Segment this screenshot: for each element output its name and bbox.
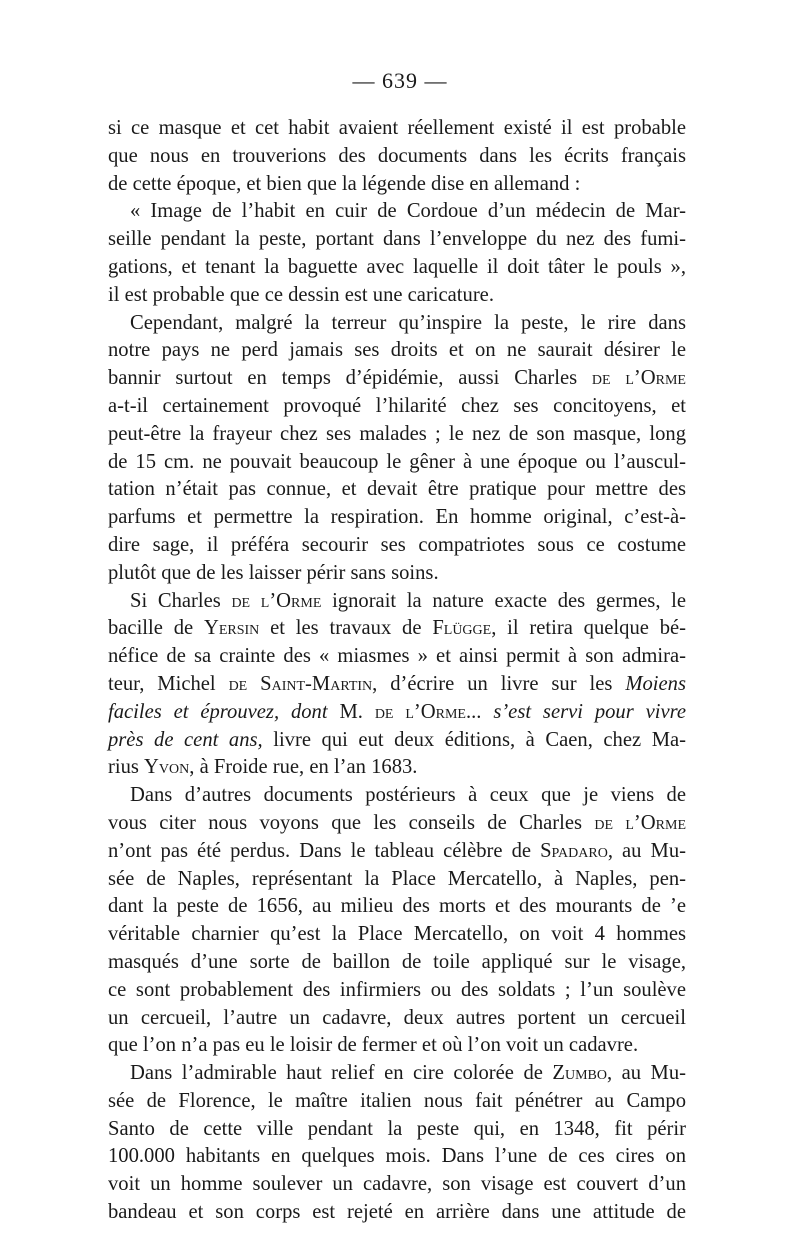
proper-name: de l’Orme (591, 367, 686, 390)
text-run: parfums et permettre la respiration. En homme original, c’est-à- (108, 506, 686, 529)
text-run: bacille de (108, 617, 204, 640)
text-line (108, 1005, 686, 1033)
text-run: M. (327, 700, 375, 723)
text-run: Santo de cette ville pendant la peste qui, en 1348, fit périr (108, 1117, 686, 1140)
text-run: vous citer nous voyons que les conseils de Charles (108, 811, 595, 834)
text-line (108, 393, 686, 421)
proper-name: Yvon (144, 756, 190, 779)
text-line (108, 866, 686, 894)
text-line (108, 893, 686, 921)
text-line (108, 1116, 686, 1144)
text-run: Si Charles (130, 589, 232, 612)
text-run: tation n’était pas connue, et devait être pratique pour mettre des (108, 478, 686, 501)
text-run: voit un homme soulever un cadavre, son visage est couvert d’un (108, 1173, 686, 1196)
text-run: sée de Naples, représentant la Place Mercatello, à Naples, pen- (108, 867, 686, 890)
text-line (108, 282, 686, 310)
text-line (108, 977, 686, 1005)
text-line (108, 1088, 686, 1116)
text-line (108, 949, 686, 977)
proper-name: de Saint-Martin (228, 672, 373, 695)
text-line (108, 198, 686, 226)
text-run: que nous en trouverions des documents dans les écrits français (108, 144, 686, 167)
text-run: si ce masque et cet habit avaient réellement existé il est probable (108, 117, 686, 139)
text-line (108, 1143, 686, 1171)
page-number: — 639 — (352, 68, 448, 93)
text-run: , à Froide rue, en l’an 1683. (189, 756, 418, 779)
text-line (108, 727, 686, 755)
text-line (108, 1199, 686, 1227)
text-line (108, 476, 686, 504)
text-line (108, 588, 686, 616)
text-run: notre pays ne perd jamais ses droits et on ne saurait désirer le (108, 339, 686, 362)
proper-name: de l’Orme (374, 700, 466, 723)
text-line (108, 754, 686, 782)
text-run: Dans l’admirable haut relief en cire colorée de (130, 1062, 553, 1085)
text-run: peut-être la frayeur chez ses malades ; le nez de son masque, long (108, 422, 686, 445)
text-line (108, 921, 686, 949)
text-run: seille pendant la peste, portant dans l’enveloppe du nez des fumi- (108, 228, 686, 251)
text-run: rius (108, 756, 145, 779)
italic-text: près de cent ans, (108, 728, 263, 751)
text-run: de cette époque, et bien que la légende dise en allemand : (108, 172, 581, 195)
text-line (108, 449, 686, 477)
text-line (108, 699, 686, 727)
text-line (108, 560, 686, 588)
text-line (108, 643, 686, 671)
text-run: ignorait la nature exacte des germes, le (321, 589, 687, 612)
text-run: bannir surtout en temps d’épidémie, aussi Charles (108, 367, 592, 390)
body-text (108, 115, 686, 1227)
text-run: a-t-il certainement provoqué l’hilarité chez ses concitoyens, et (108, 394, 686, 417)
text-line (108, 838, 686, 866)
text-run: « Image de l’habit en cuir de Cordoue d’un médecin de Mar- (130, 200, 686, 223)
text-run: , au Mu- (606, 1062, 686, 1085)
text-line (108, 532, 686, 560)
text-run: de 15 cm. ne pouvait beaucoup le gêner à une époque ou l’auscul- (108, 450, 686, 473)
text-run: un cercueil, l’autre un cadavre, deux autres portent un cercueil (108, 1006, 686, 1029)
text-line (108, 226, 686, 254)
italic-text: s’est servi pour vivre (493, 700, 687, 723)
text-line (108, 615, 686, 643)
proper-name: Spadaro (540, 839, 608, 862)
text-run: ... (465, 700, 494, 723)
text-run: , il retira quelque bé- (491, 617, 686, 640)
text-line (108, 1032, 686, 1060)
text-line (108, 810, 686, 838)
text-run: il est probable que ce dessin est une caricature. (108, 283, 494, 306)
text-run: bandeau et son corps est rejeté en arrière dans une attitude de (108, 1201, 686, 1224)
text-line (108, 337, 686, 365)
text-run: n’ont pas été perdus. Dans le tableau célèbre de (108, 839, 541, 862)
italic-text: Moiens (625, 672, 686, 695)
text-run: Cependant, malgré la terreur qu’inspire la peste, le rire dans (130, 311, 686, 334)
text-line (108, 421, 686, 449)
text-line (108, 254, 686, 282)
text-line (108, 115, 686, 143)
text-run: Dans d’autres documents postérieurs à ceux que je viens de (130, 784, 686, 807)
text-line (108, 310, 686, 338)
text-run: plutôt que de les laisser périr sans soins. (108, 561, 439, 584)
text-line (108, 365, 686, 393)
text-run: véritable charnier qu’est la Place Mercatello, on voit 4 hommes (108, 923, 686, 946)
text-line (108, 504, 686, 532)
text-line (108, 171, 686, 199)
text-run: gations, et tenant la baguette avec laquelle il doit tâter le pouls », (108, 255, 686, 278)
text-line (108, 671, 686, 699)
proper-name: de l’Orme (594, 811, 686, 834)
proper-name: Zumbo (552, 1062, 607, 1085)
text-run: et les travaux de (259, 617, 433, 640)
text-line (108, 143, 686, 171)
text-run: que l’on n’a pas eu le loisir de fermer et où l’on voit un cadavre. (108, 1034, 639, 1057)
text-run: dant la peste de 1656, au milieu des morts et des mourants de ’e (108, 895, 686, 918)
text-run: néfice de sa crainte des « miasmes » et ainsi permit à son admira- (108, 645, 686, 668)
text-run: teur, Michel (108, 672, 229, 695)
text-run: ce sont probablement des infirmiers ou des soldats ; l’un soulève (108, 978, 686, 1001)
text-run: , au Mu- (607, 839, 686, 862)
text-line (108, 1171, 686, 1199)
text-run: dire sage, il préféra secourir ses compatriotes sous ce costume (108, 533, 686, 556)
text-run: 100.000 habitants en quelques mois. Dans l’une de ces cires on (108, 1145, 686, 1168)
text-run: , d’écrire un livre sur les (372, 672, 626, 695)
proper-name: Yersin (203, 617, 260, 640)
italic-text: faciles et éprouvez, dont (108, 700, 328, 723)
proper-name: Flügge (432, 617, 492, 640)
proper-name: de l’Orme (231, 589, 322, 612)
text-line (108, 1060, 686, 1088)
text-line (108, 782, 686, 810)
text-run: livre qui eut deux éditions, à Caen, chez Ma- (262, 728, 687, 751)
text-run: masqués d’une sorte de baillon de toile appliqué sur le visage, (108, 950, 686, 973)
text-run: sée de Florence, le maître italien nous fait pénétrer au Campo (108, 1089, 686, 1112)
